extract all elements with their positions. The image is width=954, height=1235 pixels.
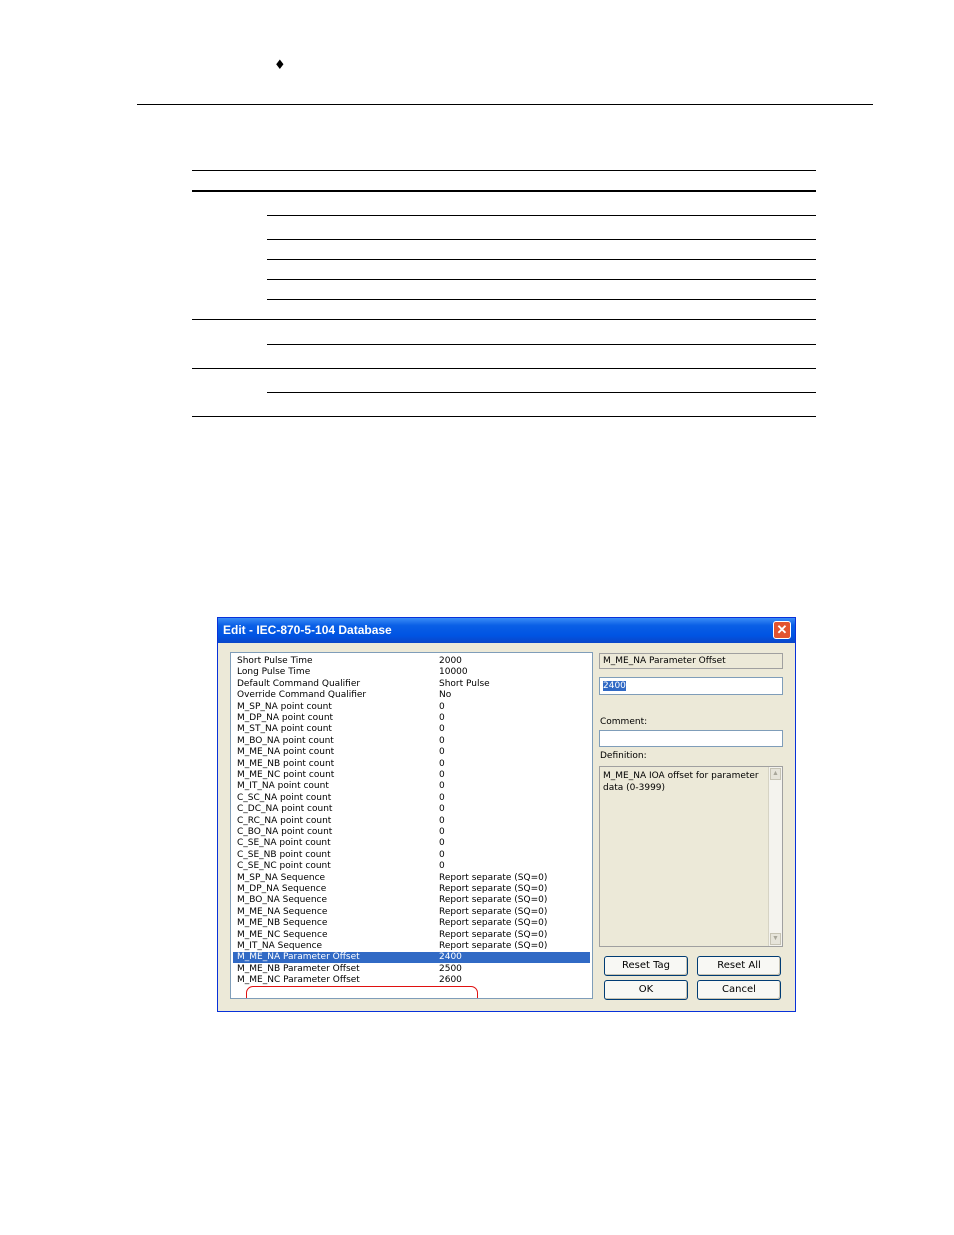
- table-rule: [192, 416, 816, 417]
- table-rule: [267, 299, 816, 300]
- table-rule: [192, 170, 816, 171]
- list-row-value: Report separate (SQ=0): [439, 906, 548, 917]
- list-row[interactable]: [233, 679, 590, 690]
- list-row-value: 0: [439, 747, 445, 758]
- list-row[interactable]: [233, 850, 590, 861]
- list-row[interactable]: [233, 656, 590, 667]
- table-rule: [267, 215, 816, 216]
- scroll-up-icon[interactable]: ▲: [770, 768, 781, 780]
- list-row[interactable]: [233, 941, 590, 952]
- list-row-name: Override Command Qualifier: [237, 690, 367, 701]
- list-row-value: Report separate (SQ=0): [439, 929, 548, 940]
- list-row[interactable]: [233, 793, 590, 804]
- list-row-name: M_DP_NA point count: [237, 713, 334, 723]
- list-row-name: M_ME_NA Parameter Offset: [237, 952, 360, 963]
- scroll-down-icon[interactable]: ▼: [770, 933, 781, 945]
- list-row-name: M_BO_NA Sequence: [237, 895, 328, 906]
- list-row-name: M_SP_NA Sequence: [237, 872, 326, 883]
- list-row-name: C_DC_NA point count: [237, 804, 333, 815]
- list-row[interactable]: [233, 861, 590, 872]
- list-row-name: M_ME_NB Sequence: [237, 918, 328, 929]
- table-rule: [267, 239, 816, 240]
- list-row-value: 0: [439, 735, 445, 746]
- dialog-title-bar[interactable]: [218, 618, 795, 643]
- cancel-button[interactable]: Cancel: [697, 980, 781, 1000]
- list-row-name: C_SE_NC point count: [237, 861, 331, 872]
- list-row[interactable]: [233, 873, 590, 884]
- list-row-value: 2500: [439, 963, 462, 974]
- list-row-value: Report separate (SQ=0): [439, 941, 548, 951]
- list-row-name: M_DP_NA Sequence: [237, 884, 327, 894]
- list-row-value: Report separate (SQ=0): [439, 918, 548, 929]
- list-row-name: M_IT_NA Sequence: [237, 941, 323, 951]
- list-row[interactable]: [233, 895, 590, 906]
- list-row-value: 0: [439, 804, 445, 815]
- list-row-name: C_SE_NB point count: [237, 849, 331, 860]
- list-row[interactable]: [233, 884, 590, 895]
- list-row[interactable]: [233, 918, 590, 929]
- list-row-name: M_ME_NB point count: [237, 758, 335, 769]
- list-row-name: M_ME_NA Sequence: [237, 906, 328, 917]
- definition-box: [599, 766, 783, 947]
- list-row-value: 0: [439, 792, 445, 803]
- list-row-value: 0: [439, 849, 445, 860]
- ok-button[interactable]: OK: [604, 980, 688, 1000]
- list-row[interactable]: [233, 667, 590, 678]
- list-row-value: No: [439, 690, 452, 701]
- list-row-value: 0: [439, 838, 445, 849]
- table-rule: [192, 190, 816, 192]
- list-row-value: 0: [439, 758, 445, 769]
- value-input-text: 2400: [603, 681, 626, 691]
- list-row-value: 0: [439, 815, 445, 826]
- list-row-name: C_BO_NA point count: [237, 827, 333, 837]
- list-row-name: M_SP_NA point count: [237, 701, 332, 712]
- list-row[interactable]: [233, 907, 590, 918]
- list-row-name: M_ME_NC Sequence: [237, 929, 328, 940]
- list-row-name: M_ST_NA point count: [237, 724, 332, 735]
- list-row[interactable]: [233, 804, 590, 815]
- dialog-title: Edit - IEC-870-5-104 Database: [223, 623, 392, 637]
- value-input[interactable]: [599, 677, 783, 695]
- list-row-value: Report separate (SQ=0): [439, 895, 548, 906]
- selected-parameter-name: M_ME_NA Parameter Offset: [599, 653, 783, 669]
- definition-label: Definition:: [600, 751, 647, 761]
- table-rule: [267, 392, 816, 393]
- list-row[interactable]: [233, 930, 590, 941]
- list-row[interactable]: [233, 952, 590, 963]
- list-row[interactable]: [233, 747, 590, 758]
- list-row[interactable]: [233, 816, 590, 827]
- comment-input[interactable]: [599, 730, 783, 747]
- list-row-name: M_ME_NA point count: [237, 747, 335, 758]
- list-row-value: 0: [439, 861, 445, 872]
- list-row[interactable]: [233, 781, 590, 792]
- list-row-value: 10000: [439, 667, 468, 678]
- list-row-value: 0: [439, 724, 445, 735]
- list-row-value: 2600: [439, 975, 462, 986]
- parameter-list[interactable]: [230, 652, 593, 999]
- list-row-value: 2400: [439, 952, 462, 963]
- list-row-value: 0: [439, 781, 445, 792]
- comment-label: Comment:: [600, 717, 648, 727]
- table-rule: [192, 368, 816, 369]
- list-row-name: Long Pulse Time: [237, 667, 311, 678]
- close-icon[interactable]: ✕: [773, 621, 791, 639]
- table-rule: [267, 279, 816, 280]
- list-row-name: Default Command Qualifier: [237, 678, 361, 689]
- list-row[interactable]: [233, 724, 590, 735]
- list-row[interactable]: [233, 713, 590, 724]
- table-rule: [267, 259, 816, 260]
- list-row-name: M_BO_NA point count: [237, 735, 334, 746]
- list-row-value: 0: [439, 701, 445, 712]
- list-row-name: C_SE_NA point count: [237, 838, 331, 849]
- table-rule: [192, 319, 816, 320]
- list-row-value: 2000: [439, 656, 462, 666]
- list-row[interactable]: [233, 975, 590, 986]
- definition-text: M_ME_NA IOA offset for parameter data (0-3999): [603, 771, 759, 793]
- list-row-name: M_ME_NC point count: [237, 770, 335, 780]
- highlight-annotation: [246, 986, 478, 999]
- list-row-name: M_IT_NA point count: [237, 781, 329, 792]
- table-rule: [267, 344, 816, 345]
- list-row[interactable]: [233, 838, 590, 849]
- reset-all-button[interactable]: Reset All: [697, 956, 781, 976]
- list-row-name: C_RC_NA point count: [237, 815, 332, 826]
- list-row-value: Report separate (SQ=0): [439, 884, 548, 894]
- list-row-name: Short Pulse Time: [237, 656, 313, 666]
- list-row-value: 0: [439, 713, 445, 723]
- list-row-value: 0: [439, 827, 445, 837]
- edit-database-dialog: [217, 617, 796, 1012]
- list-row[interactable]: [233, 736, 590, 747]
- definition-scrollbar[interactable]: [768, 767, 782, 946]
- list-row[interactable]: [233, 759, 590, 770]
- list-row[interactable]: [233, 690, 590, 701]
- list-row[interactable]: [233, 702, 590, 713]
- list-row-name: M_ME_NB Parameter Offset: [237, 963, 360, 974]
- bullet-glyph: ♦: [274, 58, 286, 73]
- list-row-name: C_SC_NA point count: [237, 792, 332, 803]
- list-row[interactable]: [233, 964, 590, 975]
- header-rule: [137, 104, 873, 105]
- list-row-value: Short Pulse: [439, 678, 490, 689]
- list-row-name: M_ME_NC Parameter Offset: [237, 975, 360, 986]
- list-row[interactable]: [233, 770, 590, 781]
- list-row-value: 0: [439, 770, 445, 780]
- list-row-value: Report separate (SQ=0): [439, 872, 548, 883]
- list-row[interactable]: [233, 827, 590, 838]
- reset-tag-button[interactable]: Reset Tag: [604, 956, 688, 976]
